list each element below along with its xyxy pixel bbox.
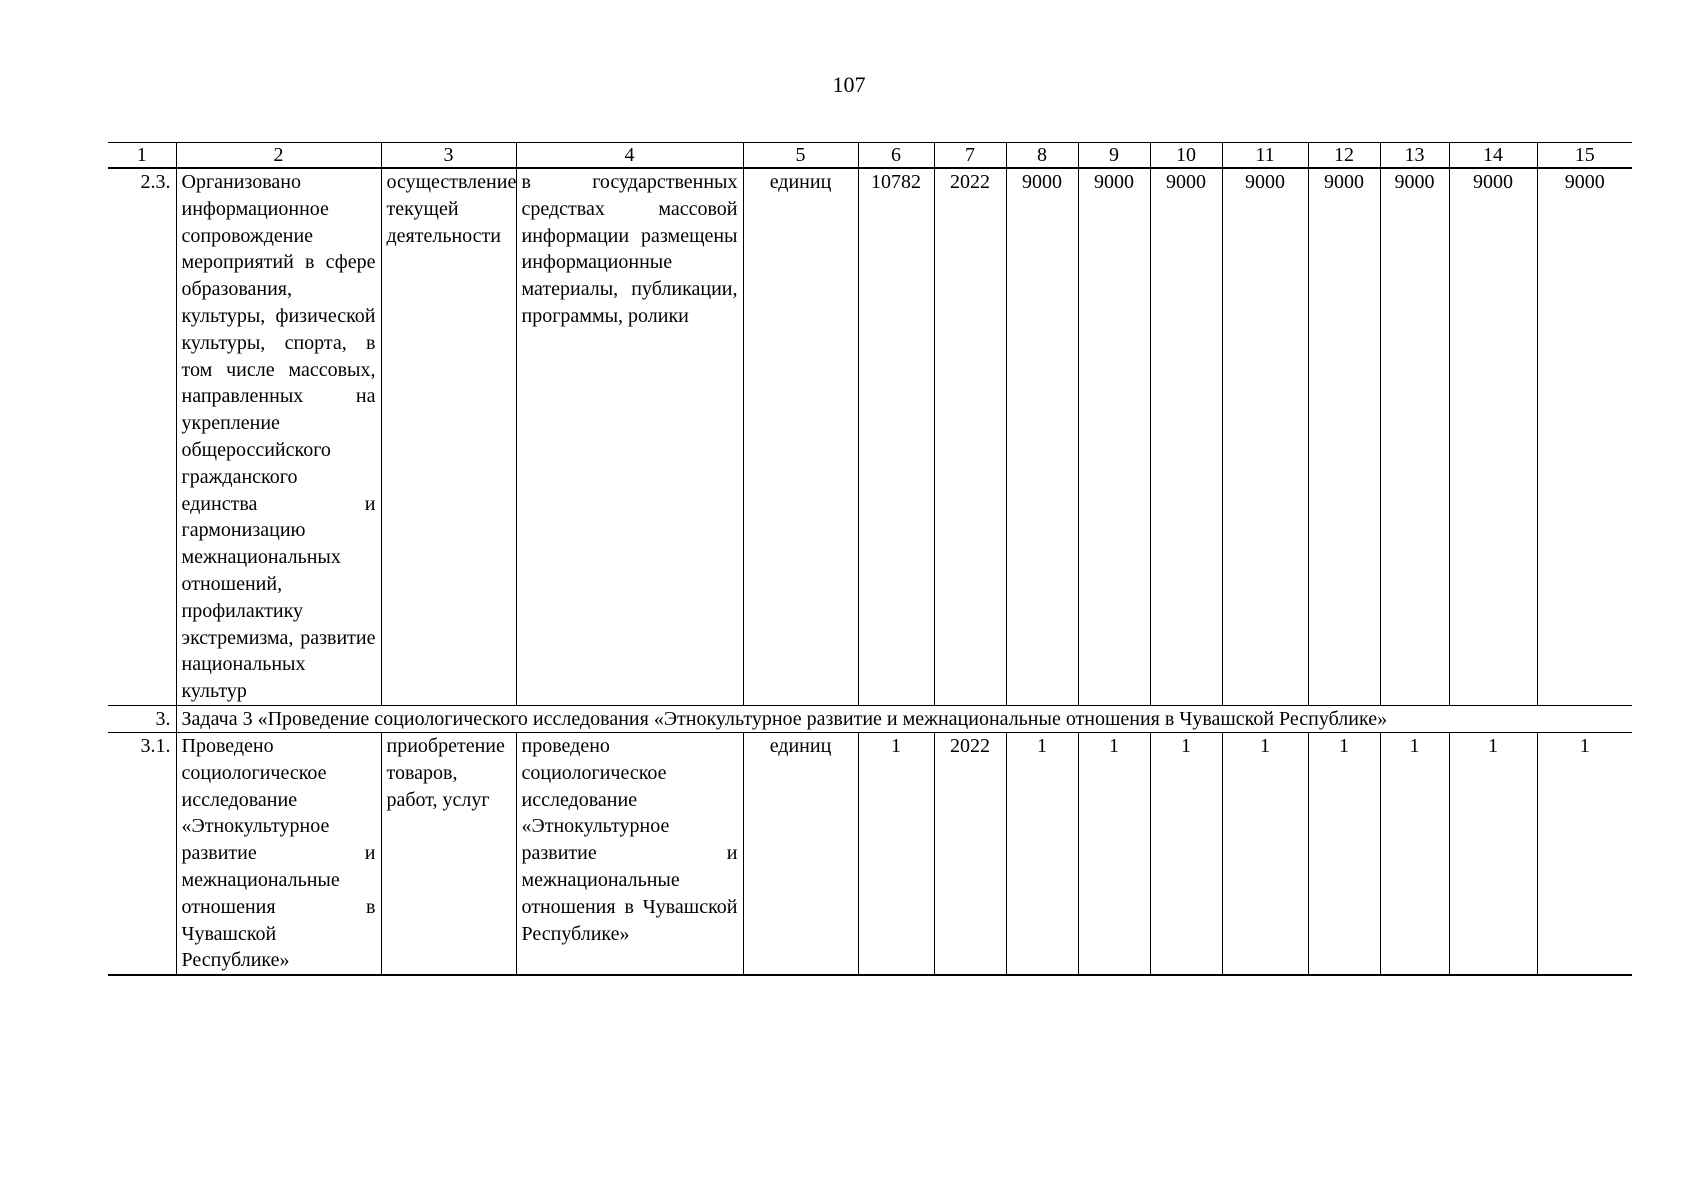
base-value-cell: 10782 — [858, 168, 934, 705]
column-header: 1 — [108, 143, 176, 169]
value-cell: 1 — [1449, 732, 1537, 975]
value-cell: 9000 — [1222, 168, 1308, 705]
row-number: 3.1. — [108, 732, 176, 975]
indicator-cell: в государственных средствах массовой информации размещены информационные материалы, публикации, программы, ролики — [516, 168, 743, 705]
column-header: 9 — [1078, 143, 1150, 169]
value-cell: 1 — [1537, 732, 1632, 975]
value-cell: 1 — [1006, 732, 1078, 975]
result-cell: Проведено социологическое исследование «Этнокультурное развитие и межнациональные отношения в Чувашской Республике» — [176, 732, 381, 975]
value-cell: 1 — [1150, 732, 1222, 975]
base-year-cell: 2022 — [934, 732, 1006, 975]
column-header: 3 — [381, 143, 516, 169]
activity-cell: осуществление текущей деятельности — [381, 168, 516, 705]
table-row — [108, 168, 1632, 705]
value-cell: 9000 — [1380, 168, 1449, 705]
results-table — [108, 142, 1632, 976]
value-cell: 9000 — [1449, 168, 1537, 705]
task-row — [108, 705, 1632, 732]
value-cell: 1 — [1308, 732, 1380, 975]
indicator-cell: проведено социологическое исследование «Этнокультурное развитие и межнациональные отношения в Чувашской Республике» — [516, 732, 743, 975]
column-header: 2 — [176, 143, 381, 169]
value-cell: 9000 — [1078, 168, 1150, 705]
value-cell: 9000 — [1308, 168, 1380, 705]
column-header: 8 — [1006, 143, 1078, 169]
column-header: 7 — [934, 143, 1006, 169]
column-header: 4 — [516, 143, 743, 169]
task-number: 3. — [108, 705, 176, 732]
column-header: 13 — [1380, 143, 1449, 169]
base-value-cell: 1 — [858, 732, 934, 975]
value-cell: 1 — [1222, 732, 1308, 975]
value-cell: 9000 — [1006, 168, 1078, 705]
column-header: 12 — [1308, 143, 1380, 169]
column-header: 11 — [1222, 143, 1308, 169]
result-cell: Организовано информационное сопровождение мероприятий в сфере образования, культуры, физической культуры, спорта, в том числе массовых, направленных на укрепление общероссийского гражданского единства и гармонизацию межнациональных отношений, профилактику экстремизма, развитие национальных культур — [176, 168, 381, 705]
page-number: 107 — [832, 72, 866, 97]
column-header: 15 — [1537, 143, 1632, 169]
value-cell: 1 — [1380, 732, 1449, 975]
activity-cell: приобретение товаров, работ, услуг — [381, 732, 516, 975]
table-header — [108, 143, 1632, 169]
unit-cell: единиц — [743, 168, 858, 705]
value-cell: 9000 — [1537, 168, 1632, 705]
row-number: 2.3. — [108, 168, 176, 705]
column-header: 6 — [858, 143, 934, 169]
table-row — [108, 732, 1632, 975]
column-header: 14 — [1449, 143, 1537, 169]
column-header: 10 — [1150, 143, 1222, 169]
base-year-cell: 2022 — [934, 168, 1006, 705]
value-cell: 1 — [1078, 732, 1150, 975]
value-cell: 9000 — [1150, 168, 1222, 705]
column-header: 5 — [743, 143, 858, 169]
task-title: Задача 3 «Проведение социологического исследования «Этнокультурное развитие и межнациональные отношения в Чувашской Республике» — [176, 705, 1632, 732]
unit-cell: единиц — [743, 732, 858, 975]
